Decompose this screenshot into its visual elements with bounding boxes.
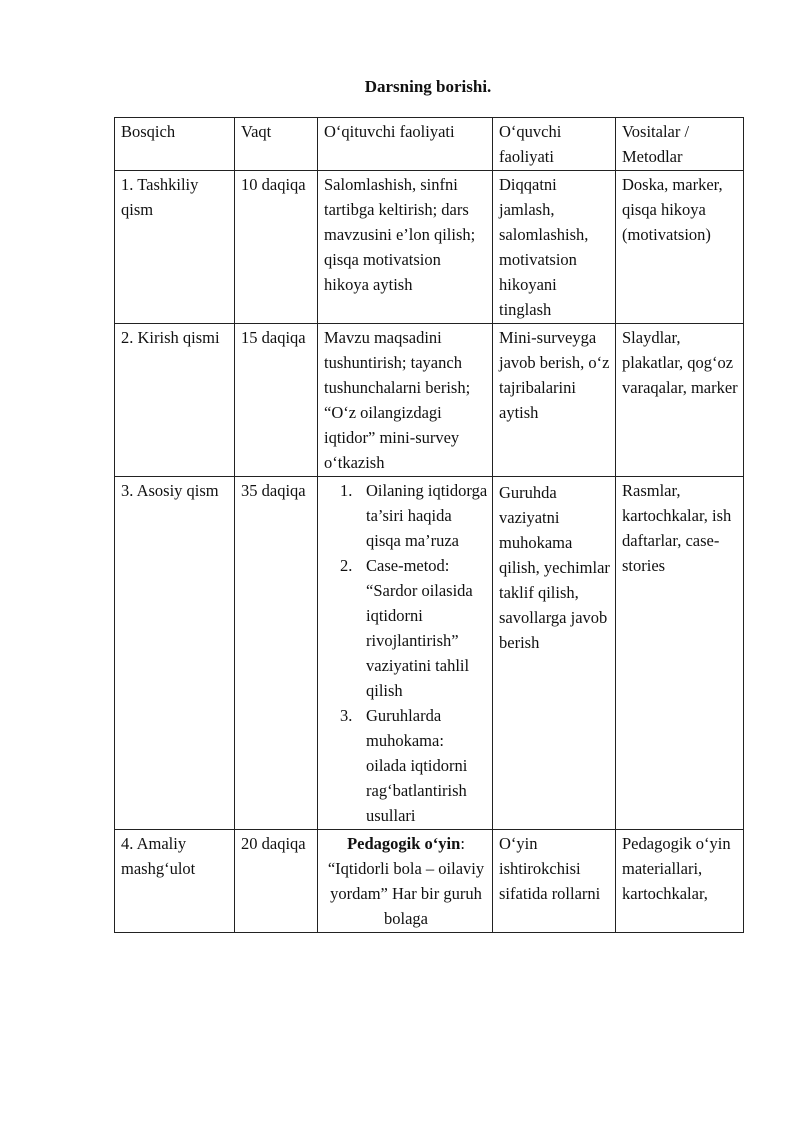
list-item	[340, 553, 488, 703]
header-time: Vaqt	[235, 118, 318, 171]
header-stage: Bosqich	[115, 118, 235, 171]
teacher-steps-list	[324, 478, 488, 828]
cell-time: 10 daqiqa	[235, 171, 318, 324]
cell-teacher-activity	[318, 477, 493, 830]
list-item	[340, 478, 488, 553]
cell-time: 20 daqiqa	[235, 830, 318, 933]
cell-tools: Slaydlar, plakatlar, qog‘oz varaqalar, marker	[616, 324, 744, 477]
table-row	[115, 477, 744, 830]
table-header-row	[115, 118, 744, 171]
cell-stage: 2. Kirish qismi	[115, 324, 235, 477]
game-title-colon: :	[460, 834, 465, 853]
cell-student-activity: Mini-surveyga javob berish, o‘z tajribalarini aytish	[493, 324, 616, 477]
cell-teacher-activity: Mavzu maqsadini tushuntirish; tayanch tushunchalarni berish; “O‘z oilangizdagi iqtidor” mini-survey o‘tkazish	[318, 324, 493, 477]
list-number: 2.	[340, 556, 353, 575]
list-item	[340, 703, 488, 828]
cell-teacher-activity: Salomlashish, sinfni tartibga keltirish; dars mavzusini e’lon qilish; qisqa motivatsion hikoya aytish	[318, 171, 493, 324]
cell-stage: 4. Amaliy mashg‘ulot	[115, 830, 235, 933]
cell-time: 35 daqiqa	[235, 477, 318, 830]
table-row	[115, 830, 744, 933]
game-title-bold: Pedagogik o‘yin	[347, 834, 461, 853]
cell-student-activity: O‘yin ishtirokchisi sifatida rollarni	[493, 830, 616, 933]
lesson-plan-table	[114, 117, 744, 933]
page-title: Darsning borishi.	[364, 77, 492, 96]
cell-stage: 1. Tashkiliy qism	[115, 171, 235, 324]
cell-tools: Rasmlar, kartochkalar, ish daftarlar, case-stories	[616, 477, 744, 830]
list-text: Guruhlarda muhokama: oilada iqtidorni rag‘batlantirish usullari	[366, 706, 468, 825]
header-teacher-activity: O‘qituvchi faoliyati	[318, 118, 493, 171]
list-text: Case-metod: “Sardor oilasida iqtidorni rivojlantirish” vaziyatini tahlil qilish	[366, 556, 473, 700]
list-number: 3.	[340, 706, 353, 725]
header-student-activity: O‘quvchi faoliyati	[493, 118, 616, 171]
header-tools-methods: Vositalar / Metodlar	[616, 118, 744, 171]
cell-stage: 3. Asosiy qism	[115, 477, 235, 830]
cell-student-activity: Guruhda vaziyatni muhokama qilish, yechimlar taklif qilish, savollarga javob berish	[493, 477, 616, 830]
cell-teacher-activity	[318, 830, 493, 933]
cell-tools: Pedagogik o‘yin materiallari, kartochkalar,	[616, 830, 744, 933]
game-description: “Iqtidorli bola – oilaviy yordam” Har bir guruh bolaga	[327, 859, 485, 928]
table-row	[115, 171, 744, 324]
table-row	[115, 324, 744, 477]
cell-time: 15 daqiqa	[235, 324, 318, 477]
cell-tools: Doska, marker, qisqa hikoya (motivatsion)	[616, 171, 744, 324]
list-text: Oilaning iqtidorga ta’siri haqida qisqa ma’ruza	[366, 481, 488, 550]
cell-student-activity: Diqqatni jamlash, salomlashish, motivatsion hikoyani tinglash	[493, 171, 616, 324]
list-number: 1.	[340, 481, 353, 500]
